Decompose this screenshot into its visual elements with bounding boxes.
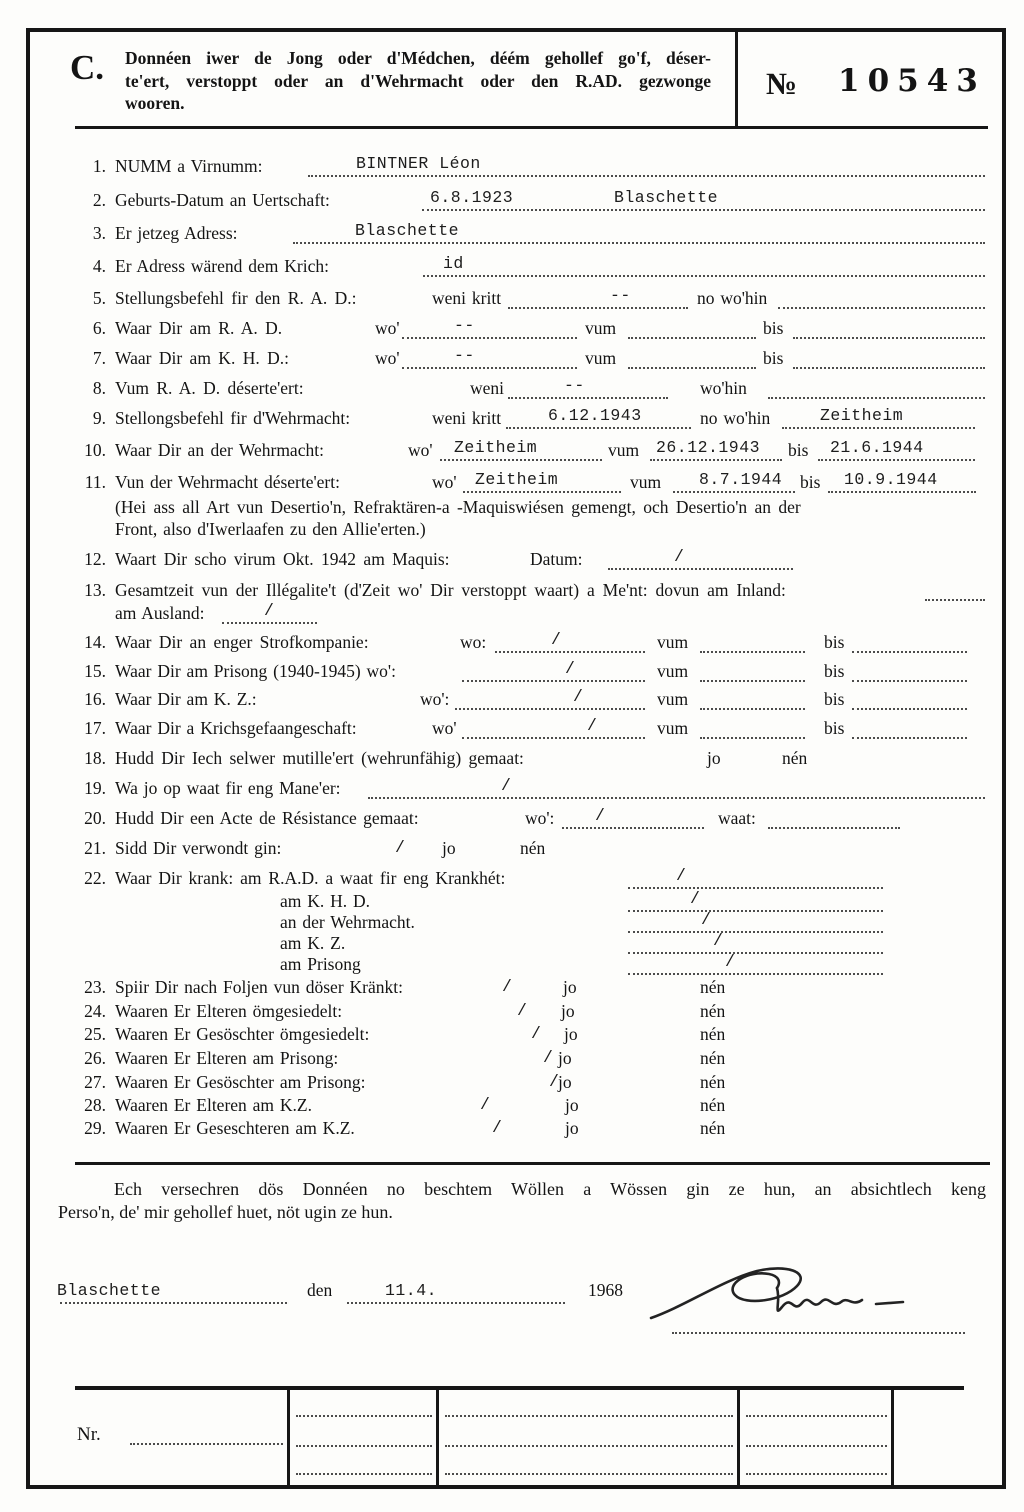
form-row xyxy=(0,804,1024,830)
form-title xyxy=(125,47,711,115)
form-row xyxy=(0,252,1024,278)
field-label: nén xyxy=(700,1001,726,1021)
dotted-field xyxy=(793,314,985,339)
field-label: jo xyxy=(558,1048,572,1068)
field-label: am Ausland: xyxy=(115,603,205,623)
typed-entry: Blaschette xyxy=(614,188,719,207)
dotted-field xyxy=(628,950,883,975)
form-row xyxy=(0,468,1024,494)
field-label: nén xyxy=(700,1072,726,1092)
field-label: wo' xyxy=(432,718,457,738)
typed-entry: 10.9.1944 xyxy=(844,470,938,489)
field-label: waat: xyxy=(718,808,756,828)
header-rule xyxy=(75,126,988,129)
typed-entry: / xyxy=(501,776,512,795)
signature-dotted-line xyxy=(672,1332,965,1334)
typed-entry: / xyxy=(492,1118,503,1137)
year-label: 1968 xyxy=(588,1280,623,1300)
table-divider xyxy=(891,1386,894,1485)
table-dotted-line xyxy=(445,1445,733,1447)
dotted-field xyxy=(925,576,985,601)
nr-label: Nr. xyxy=(77,1424,101,1445)
field-label: Hudd Dir Iech selwer mutille'ert (wehrunfähig) gemaat: xyxy=(115,748,524,768)
field-label: Waart Dir scho virum Okt. 1942 am Maquis: xyxy=(115,549,450,569)
date-dotted-line xyxy=(347,1302,565,1304)
row-number: 14. xyxy=(84,632,106,652)
field-label: Hudd Dir een Acte de Résistance gemaat: xyxy=(115,808,419,828)
field-label: Er Adress wärend dem Krich: xyxy=(115,256,329,276)
dotted-field xyxy=(508,374,668,399)
row-number: 18. xyxy=(84,748,106,768)
row-number: 4. xyxy=(92,256,106,276)
row-number: 19. xyxy=(84,778,106,798)
typed-entry: / xyxy=(690,889,701,908)
row-number: 6. xyxy=(92,318,106,338)
dotted-field xyxy=(506,404,691,429)
form-row xyxy=(0,344,1024,370)
dotted-field xyxy=(650,436,782,461)
table-dotted-line xyxy=(296,1415,432,1417)
table-dotted-line xyxy=(296,1445,432,1447)
typed-entry: / xyxy=(676,866,687,885)
field-label: bis xyxy=(763,318,784,338)
form-row xyxy=(0,744,1024,770)
field-label: vum xyxy=(657,661,689,681)
table-dotted-line xyxy=(296,1473,432,1475)
typed-entry: / xyxy=(502,977,513,996)
typed-entry: / xyxy=(531,1024,542,1043)
dotted-field xyxy=(422,186,985,211)
date-entry: 11.4. xyxy=(385,1281,438,1300)
field-label: Gesamtzeit vun der Illégalite't (d'Zeit wo' Dir verstoppt waart) a Me'nt: dovun am Inland: xyxy=(115,580,786,600)
field-label: jo xyxy=(565,1118,579,1138)
field-label: Geburts-Datum an Uertschaft: xyxy=(115,190,330,210)
field-label: vum xyxy=(630,472,662,492)
form-row xyxy=(0,628,1024,654)
dotted-field xyxy=(608,545,793,570)
dotted-field xyxy=(852,657,967,682)
field-label: jo xyxy=(565,1095,579,1115)
field-label: nén xyxy=(700,1095,726,1115)
typed-entry: Blaschette xyxy=(355,221,460,240)
table-divider xyxy=(436,1386,439,1485)
form-title-line: Donnéen iwer de Jong oder d'Médchen, déém gehollef go'f, déser- xyxy=(125,48,711,68)
form-row xyxy=(0,834,1024,860)
field-label: wo' xyxy=(375,318,400,338)
field-label: vum xyxy=(657,718,689,738)
table-top-rule xyxy=(75,1386,964,1390)
typed-entry: / xyxy=(725,952,736,971)
typed-entry: 6.12.1943 xyxy=(548,406,642,425)
typed-entry: 8.7.1944 xyxy=(699,470,783,489)
field-label: Waar Dir am K. H. D.: xyxy=(115,348,289,368)
table-divider xyxy=(287,1386,290,1485)
form-row xyxy=(0,219,1024,245)
field-label: Waar Dir krank: am R.A.D. a waat fir eng Krankhét: xyxy=(115,868,506,888)
field-label: Waar Dir am K. Z.: xyxy=(115,689,257,709)
field-label: bis xyxy=(763,348,784,368)
field-label: wo: xyxy=(460,632,487,652)
dotted-field xyxy=(628,864,883,889)
field-label: Waar Dir a Krichsgefaangeschaft: xyxy=(115,718,357,738)
field-label: Stellongsbefehl fir d'Wehrmacht: xyxy=(115,408,351,428)
dotted-field xyxy=(852,685,967,710)
section-letter: C. xyxy=(70,48,105,87)
table-divider xyxy=(737,1386,740,1485)
row-number: 13. xyxy=(84,580,106,600)
field-label: nén xyxy=(782,748,808,768)
typed-entry: / xyxy=(713,931,724,950)
dotted-field xyxy=(700,657,805,682)
typed-entry: / xyxy=(551,630,562,649)
dotted-field xyxy=(700,714,805,739)
declaration-line: Ech versechren dös Donnéen no beschtem Wöllen a Wössen gin ze hun, an absichtlech keng xyxy=(114,1179,986,1199)
field-label: wo' xyxy=(432,472,457,492)
field-label: am K. H. D. xyxy=(280,891,371,911)
dotted-field xyxy=(495,628,645,653)
form-row xyxy=(0,515,1024,541)
dotted-field xyxy=(852,628,967,653)
form-row xyxy=(0,1044,1024,1070)
form-row xyxy=(0,436,1024,462)
form-row xyxy=(0,685,1024,711)
form-row xyxy=(0,152,1024,178)
field-label: wo' xyxy=(375,348,400,368)
typed-entry: -- xyxy=(454,346,475,365)
field-label: wo': xyxy=(525,808,555,828)
row-number: 7. xyxy=(92,348,106,368)
dotted-field xyxy=(455,685,645,710)
field-label: nén xyxy=(700,1118,726,1138)
dossier-number: 10543 xyxy=(838,63,986,99)
dotted-field xyxy=(852,714,967,739)
form-row xyxy=(0,374,1024,400)
field-label: bis xyxy=(824,718,845,738)
nr-dotted-line xyxy=(130,1443,283,1445)
typed-entry: / xyxy=(480,1095,491,1114)
typed-entry: 21.6.1944 xyxy=(830,438,924,457)
field-label: bis xyxy=(824,689,845,709)
table-dotted-line xyxy=(746,1445,887,1447)
den-label: den xyxy=(307,1280,333,1300)
dotted-field xyxy=(700,628,805,653)
row-number: 23. xyxy=(84,977,106,997)
row-number: 5. xyxy=(92,288,106,308)
form-row xyxy=(0,186,1024,212)
field-label: jo xyxy=(561,1001,575,1021)
row-number: 8. xyxy=(92,378,106,398)
form-row xyxy=(0,545,1024,571)
field-label: weni xyxy=(470,378,505,398)
field-label: NUMM a Virnumm: xyxy=(115,156,263,176)
field-label: (Hei ass all Art vun Desertio'n, Refraktären-a -Maquiswiésen gemengt, och Desertio'n an der xyxy=(115,497,801,517)
row-number: 17. xyxy=(84,718,106,738)
header-divider xyxy=(735,32,738,127)
field-label: vum xyxy=(608,440,640,460)
row-number: 10. xyxy=(84,440,106,460)
place-entry: Blaschette xyxy=(57,1281,162,1300)
form-row xyxy=(0,973,1024,999)
typed-entry: / xyxy=(517,1001,528,1020)
typed-entry: / xyxy=(543,1048,554,1067)
row-number: 29. xyxy=(84,1118,106,1138)
field-label: bis xyxy=(788,440,809,460)
dotted-field xyxy=(368,774,985,799)
field-label: nén xyxy=(700,1048,726,1068)
form-row xyxy=(0,1114,1024,1140)
row-number: 2. xyxy=(92,190,106,210)
field-label: bis xyxy=(824,632,845,652)
typed-entry: Zeitheim xyxy=(475,470,559,489)
typed-entry: / xyxy=(264,601,275,620)
signature-handwriting xyxy=(645,1258,975,1336)
typed-entry: / xyxy=(395,838,406,857)
dotted-field xyxy=(628,344,756,369)
field-label: Sidd Dir verwondt gin: xyxy=(115,838,282,858)
field-label: vum xyxy=(657,632,689,652)
field-label: Datum: xyxy=(530,549,583,569)
dotted-field xyxy=(700,685,805,710)
row-number: 21. xyxy=(84,838,106,858)
dotted-field xyxy=(768,804,900,829)
typed-entry: -- xyxy=(454,316,475,335)
dotted-field xyxy=(818,436,975,461)
row-number: 26. xyxy=(84,1048,106,1068)
form-row xyxy=(0,774,1024,800)
table-dotted-line xyxy=(746,1473,887,1475)
statement-rule xyxy=(75,1162,990,1165)
form-row xyxy=(0,657,1024,683)
field-label: bis xyxy=(800,472,821,492)
row-number: 3. xyxy=(92,223,106,243)
dotted-field xyxy=(462,714,645,739)
table-dotted-line xyxy=(445,1473,733,1475)
row-number: 9. xyxy=(92,408,106,428)
dotted-field xyxy=(293,219,985,244)
field-label: nén xyxy=(520,838,546,858)
typed-entry: id xyxy=(443,254,464,273)
field-label: wo': xyxy=(420,689,450,709)
dotted-field xyxy=(673,468,795,493)
field-label: Spiir Dir nach Foljen vun döser Kränkt: xyxy=(115,977,403,997)
typed-entry: / xyxy=(595,806,606,825)
row-number: 16. xyxy=(84,689,106,709)
field-label: Waaren Er Gesöschter am Prisong: xyxy=(115,1072,366,1092)
form-row xyxy=(0,599,1024,625)
place-dotted-line xyxy=(60,1302,287,1304)
row-number: 20. xyxy=(84,808,106,828)
table-dotted-line xyxy=(746,1415,887,1417)
field-label: jo xyxy=(563,977,577,997)
dotted-field xyxy=(508,284,688,309)
field-label: Vum R. A. D. déserte'ert: xyxy=(115,378,304,398)
typed-entry: / xyxy=(573,687,584,706)
field-label: Waaren Er Gesöschter ömgesiedelt: xyxy=(115,1024,370,1044)
typed-entry: / xyxy=(587,716,598,735)
field-label: am K. Z. xyxy=(280,933,346,953)
dotted-field xyxy=(562,804,704,829)
field-label: wo' xyxy=(408,440,433,460)
dotted-field xyxy=(222,599,317,624)
field-label: Waar Dir an enger Strofkompanie: xyxy=(115,632,369,652)
form-row xyxy=(0,284,1024,310)
row-number: 28. xyxy=(84,1095,106,1115)
dotted-field xyxy=(423,252,985,277)
form-row xyxy=(0,314,1024,340)
dotted-field xyxy=(782,404,975,429)
typed-entry: -- xyxy=(610,286,631,305)
form-row xyxy=(0,714,1024,740)
typed-entry: 26.12.1943 xyxy=(656,438,761,457)
row-number: 27. xyxy=(84,1072,106,1092)
field-label: Waar Dir am Prisong (1940-1945) wo': xyxy=(115,661,396,681)
typed-entry: / xyxy=(701,910,712,929)
dotted-field xyxy=(828,468,976,493)
field-label: Er jetzeg Adress: xyxy=(115,223,238,243)
field-label: nén xyxy=(700,1024,726,1044)
dotted-field xyxy=(308,152,985,177)
typed-entry: Zeitheim xyxy=(454,438,538,457)
typed-entry: -- xyxy=(564,376,585,395)
row-number: 25. xyxy=(84,1024,106,1044)
typed-entry: Zeitheim xyxy=(820,406,904,425)
field-label: an der Wehrmacht. xyxy=(280,912,415,932)
field-label: jo xyxy=(442,838,456,858)
field-label: nén xyxy=(700,977,726,997)
typed-entry: 6.8.1923 xyxy=(430,188,514,207)
field-label: wo'hin xyxy=(700,378,747,398)
row-number: 1. xyxy=(92,156,106,176)
field-label: am Prisong xyxy=(280,954,361,974)
field-label: Waaren Er Elteren ömgesiedelt: xyxy=(115,1001,343,1021)
field-label: bis xyxy=(824,661,845,681)
dotted-field xyxy=(628,314,756,339)
field-label: Vun der Wehrmacht déserte'ert: xyxy=(115,472,340,492)
dotted-field xyxy=(793,344,985,369)
field-label: Wa jo op waat fir eng Mane'er: xyxy=(115,778,341,798)
field-label: weni kritt xyxy=(432,408,502,428)
field-label: vum xyxy=(585,318,617,338)
declaration-statement xyxy=(58,1178,986,1224)
table-dotted-line xyxy=(445,1415,733,1417)
field-label: jo xyxy=(558,1072,572,1092)
row-number: 22. xyxy=(84,868,106,888)
field-label: vum xyxy=(657,689,689,709)
form-title-line: wooren. xyxy=(125,93,185,113)
dotted-field xyxy=(778,284,985,309)
field-label: Waar Dir am R. A. D. xyxy=(115,318,283,338)
row-number: 12. xyxy=(84,549,106,569)
dotted-field xyxy=(402,314,577,339)
dotted-field xyxy=(768,374,985,399)
typed-entry: / xyxy=(565,659,576,678)
field-label: jo xyxy=(564,1024,578,1044)
declaration-line: Perso'n, de' mir gehollef huet, nöt ugin ze hun. xyxy=(58,1202,393,1222)
form-row xyxy=(0,1020,1024,1046)
field-label: no wo'hin xyxy=(700,408,771,428)
form-row xyxy=(0,404,1024,430)
field-label: Waaren Er Elteren am K.Z. xyxy=(115,1095,312,1115)
dotted-field xyxy=(402,344,577,369)
row-number: 15. xyxy=(84,661,106,681)
row-number: 11. xyxy=(84,472,106,492)
dotted-field xyxy=(463,468,621,493)
field-label: Front, also d'Iwerlaafen zu den Allie'erten.) xyxy=(115,519,426,539)
field-label: Waaren Er Geseschteren am K.Z. xyxy=(115,1118,355,1138)
field-label: no wo'hin xyxy=(697,288,768,308)
numero-symbol: № xyxy=(766,66,798,101)
dotted-field xyxy=(462,657,645,682)
field-label: weni kritt xyxy=(432,288,502,308)
row-number: 24. xyxy=(84,1001,106,1021)
typed-entry: / xyxy=(549,1072,560,1091)
field-label: vum xyxy=(585,348,617,368)
field-label: Stellungsbefehl fir den R. A. D.: xyxy=(115,288,357,308)
field-label: Waar Dir an der Wehrmacht: xyxy=(115,440,324,460)
form-title-line: te'ert, verstoppt oder an d'Wehrmacht oder den R.AD. gezwonge xyxy=(125,70,711,91)
field-label: Waaren Er Elteren am Prisong: xyxy=(115,1048,339,1068)
field-label: jo xyxy=(707,748,721,768)
typed-entry: BINTNER Léon xyxy=(356,154,481,173)
typed-entry: / xyxy=(674,547,685,566)
dotted-field xyxy=(440,436,602,461)
